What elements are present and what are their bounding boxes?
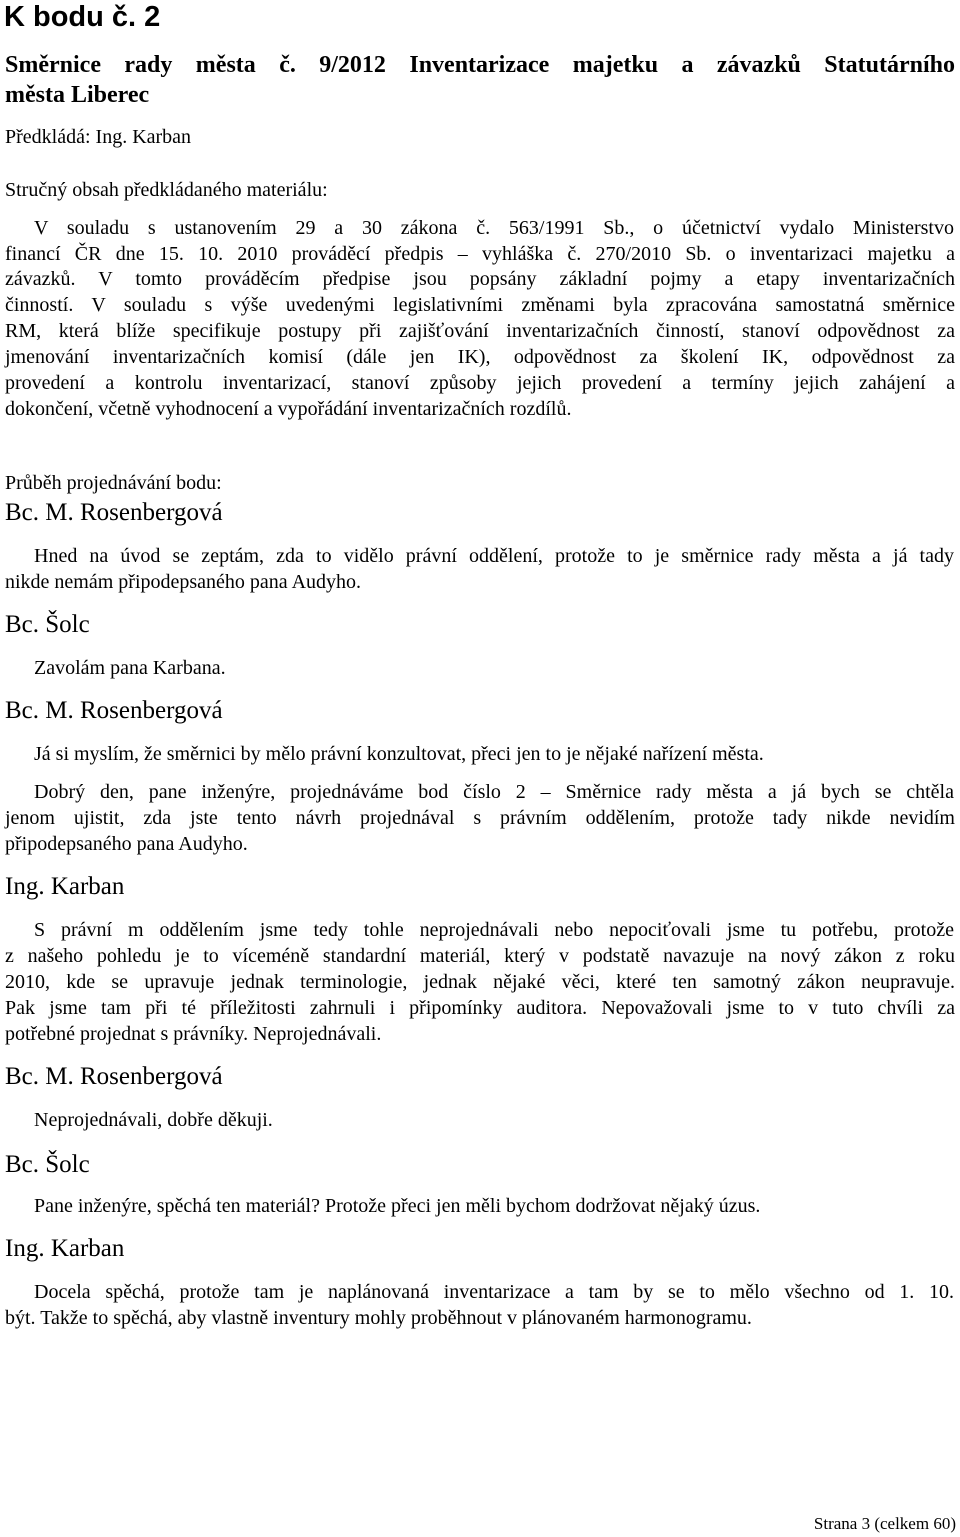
speech-line: Docela spěchá, protože tam je naplánovaná inventarizace a tam by se to mělo všechno od 1. 10. — [34, 1281, 954, 1303]
speech-line: Neprojednávali, dobře děkuji. — [34, 1109, 273, 1131]
speech-line: Pak jsme tam při té příležitosti zahrnuli i připomínky auditora. Nepovažovali jsme to v tuto chvíli za — [5, 997, 955, 1019]
summary-line: závazků. V tomto prováděcím předpise jsou popsány základní pojmy a etapy inventarizačních — [5, 268, 955, 290]
page-number: Strana 3 (celkem 60) — [813, 1514, 956, 1533]
speech-line: Hned na úvod se zeptám, zda to vidělo právní oddělení, protože to je směrnice rady města a já tady — [34, 545, 954, 567]
subject-title-line-2: města Liberec — [5, 82, 150, 108]
summary-line: RM, která blíže specifikuje postupy při zajišťování inventarizačních činností, stanoví odpovědnost za — [5, 320, 955, 342]
summary-line: dokončení, včetně vyhodnocení a vypořádání inventarizačních rozdílů. — [5, 398, 572, 420]
speech-line: S právní m oddělením jsme tedy tohle neprojednávali nebo nepociťovali jsme tu potřebu, protože — [34, 919, 954, 941]
speech-line: potřebné projednat s právníky. Neprojednávali. — [5, 1023, 382, 1045]
summary-line: financí ČR dne 15. 10. 2010 prováděcí předpis – vyhláška č. 270/2010 Sb. o inventarizaci majetku a — [5, 243, 955, 265]
speaker-name: Bc. M. Rosenbergová — [5, 697, 223, 724]
agenda-item-heading: K bodu č. 2 — [4, 1, 161, 33]
speech-line: z našeho pohledu je to víceméně standardní materiál, který v podstatě navazuje na nový zákon z roku — [5, 945, 955, 967]
speaker-name: Bc. Šolc — [5, 611, 90, 638]
speech-line: 2010, kde se upravuje jednak terminologie, jednak nějaké věci, které ten samotný zákon neupravuje. — [5, 971, 955, 993]
speech-line: jenom ujistit, zda jste tento návrh projednával s právním oddělením, protože tady nikde nevidím — [5, 807, 955, 829]
submitter: Předkládá: Ing. Karban — [5, 126, 192, 148]
speech-line: být. Takže to spěchá, aby vlastně inventury mohly proběhnout v plánovaném harmonogramu. — [5, 1307, 752, 1329]
speech-line: Pane inženýre, spěchá ten materiál? Protože přeci jen měli bychom dodržovat nějaký úzus. — [34, 1195, 761, 1217]
summary-line: jmenování inventarizačních komisí (dále jen IK), odpovědnost za školení IK, odpovědnost za — [5, 346, 955, 368]
discussion-label: Průběh projednávání bodu: — [5, 472, 222, 494]
summary-line: provedení a kontrolu inventarizací, stanoví způsoby jejich provedení a termíny jejich zahájení a — [5, 372, 955, 394]
speaker-name: Ing. Karban — [5, 1235, 125, 1262]
summary-line: V souladu s ustanovením 29 a 30 zákona č. 563/1991 Sb., o účetnictví vydalo Ministerstvo — [34, 217, 954, 239]
subject-title-line-1: Směrnice rady města č. 9/2012 Inventarizace majetku a závazků Statutárního — [5, 52, 955, 78]
summary-label: Stručný obsah předkládaného materiálu: — [5, 179, 328, 201]
speaker-name: Bc. M. Rosenbergová — [5, 499, 223, 526]
speech-line: připodepsaného pana Audyho. — [5, 833, 248, 855]
speech-line: Dobrý den, pane inženýre, projednáváme bod číslo 2 – Směrnice rady města a já bych se chtěla — [34, 781, 954, 803]
speech-line: nikde nemám připodepsaného pana Audyho. — [5, 571, 362, 593]
speech-line: Zavolám pana Karbana. — [34, 657, 226, 679]
speaker-name: Bc. Šolc — [5, 1151, 90, 1178]
speaker-name: Bc. M. Rosenbergová — [5, 1063, 223, 1090]
speaker-name: Ing. Karban — [5, 873, 125, 900]
speech-line: Já si myslím, že směrnici by mělo právní konzultovat, přeci jen to je nějaké nařízení města. — [34, 743, 764, 765]
summary-line: činností. V souladu s výše uvedenými legislativními změnami byla zpracována samostatná směrnice — [5, 294, 955, 316]
